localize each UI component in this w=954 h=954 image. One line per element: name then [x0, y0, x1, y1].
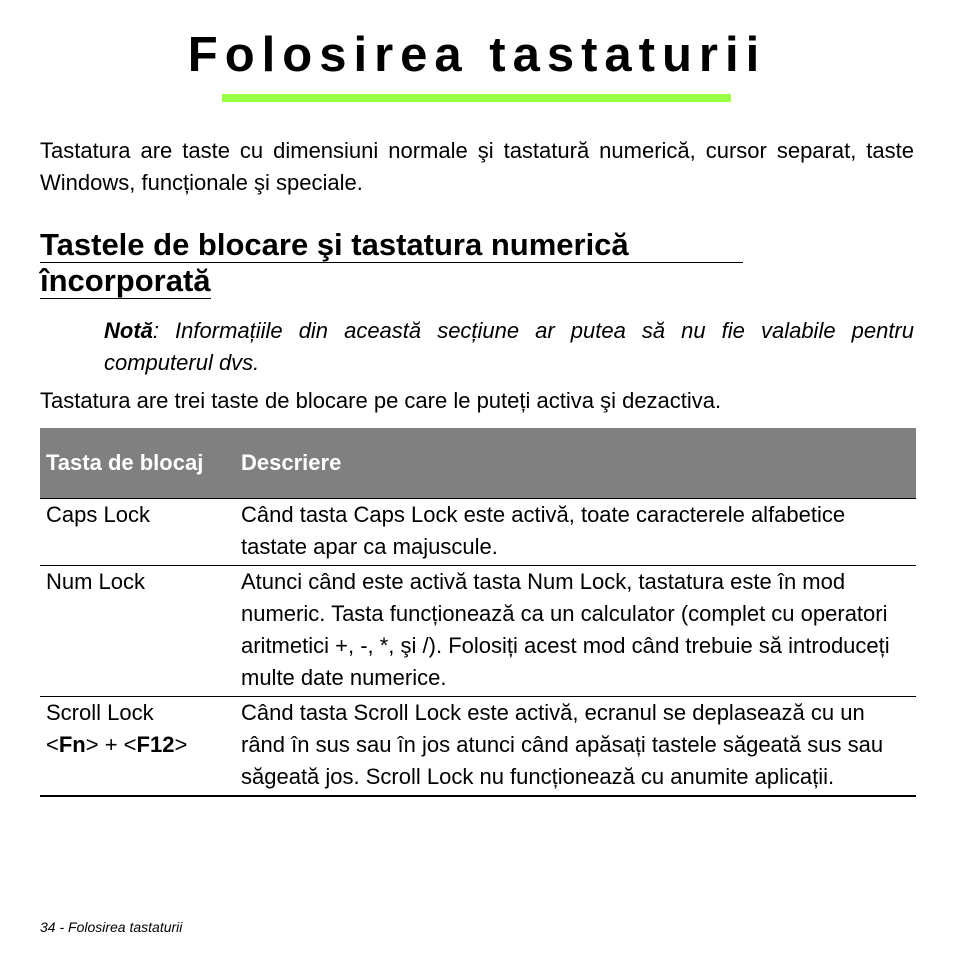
page-title: Folosirea tastaturii — [187, 28, 767, 82]
header-description: Descriere — [235, 428, 916, 499]
note-label: Notă — [104, 318, 153, 343]
lock-keys-intro: Tastatura are trei taste de blocare pe care le puteți activa şi dezactiva. — [40, 388, 722, 413]
key-shortcut: <Fn> + <F12> — [46, 732, 188, 757]
section-heading — [40, 227, 743, 299]
description-cell: Când tasta Caps Lock este activă, toate caracterele alfabetice tastate apar ca majuscule. — [235, 499, 916, 566]
description-cell: Când tasta Scroll Lock este activă, ecranul se deplasează cu un rând în sus sau în jos atunci când apăsați tastele săgeată sus sau săgeată jos. Scroll Lock nu funcționează cu anumite aplicații. — [235, 697, 916, 797]
lock-key-cell: Caps Lock — [40, 499, 235, 566]
table-row — [40, 697, 916, 797]
note-paragraph — [104, 315, 914, 379]
lock-key-cell: Num Lock — [40, 566, 235, 697]
section-heading-line1: Tastele de blocare şi tastatura numerică — [40, 227, 743, 263]
header-lock-key: Tasta de blocaj — [40, 428, 235, 499]
lock-key-cell — [40, 697, 235, 797]
key-f12: F12 — [136, 732, 175, 757]
page-footer: 34 - Folosirea tastaturii — [40, 919, 183, 935]
title-underline-bar — [222, 94, 731, 102]
table-header-row — [40, 428, 916, 499]
lock-key-name: Scroll Lock — [46, 700, 154, 725]
intro-paragraph: Tastatura are taste cu dimensiuni normale şi tastatură numerică, cursor separat, taste Windows, funcționale şi speciale. — [40, 138, 914, 195]
table-row — [40, 499, 916, 566]
section-heading-line2: încorporată — [40, 263, 211, 298]
lock-keys-table — [40, 428, 916, 797]
description-cell: Atunci când este activă tasta Num Lock, tastatura este în mod numeric. Tasta funcționează ca un calculator (complet cu operatori aritmetici +, -, *, şi /). Folosiți acest mod când trebuie să introduceți multe date numerice. — [235, 566, 916, 697]
key-fn: Fn — [58, 732, 86, 757]
table-row — [40, 566, 916, 697]
note-text: : Informațiile din această secțiune ar putea să nu fie valabile pentru computerul dvs. — [104, 318, 914, 375]
